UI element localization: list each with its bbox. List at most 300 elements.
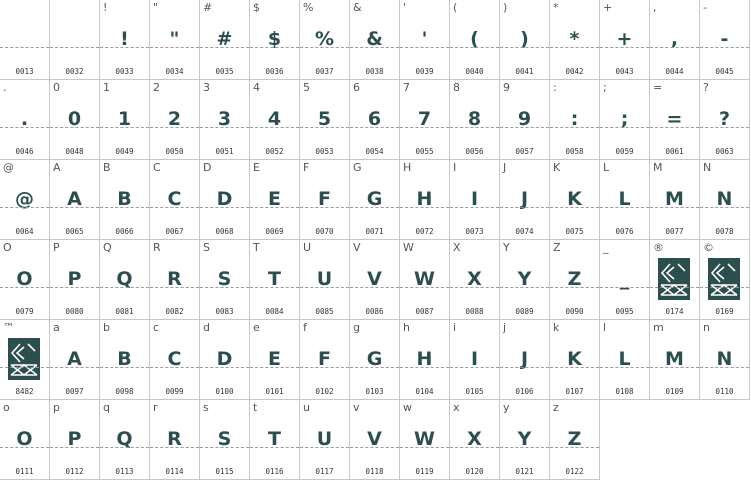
glyph-preview: U — [316, 428, 333, 450]
cell-label: C — [153, 161, 161, 174]
baseline-divider — [350, 367, 399, 368]
cell-label: x — [453, 401, 460, 414]
char-code: 0069 — [265, 227, 284, 236]
glyph-preview: R — [167, 268, 182, 290]
glyph-preview: F — [318, 188, 331, 210]
char-code: 0052 — [265, 147, 284, 156]
baseline-divider — [350, 47, 399, 48]
cell-label: n — [703, 321, 710, 334]
char-code: 0013 — [15, 67, 34, 76]
cell-label: Z — [553, 241, 561, 254]
cell-label: 9 — [503, 81, 510, 94]
glyph-cell — [550, 320, 600, 400]
baseline-divider — [200, 127, 249, 128]
char-code: 0118 — [365, 467, 384, 476]
char-code: 0055 — [415, 147, 434, 156]
baseline-divider — [300, 127, 349, 128]
glyph-cell — [150, 320, 200, 400]
glyph-preview: I — [470, 188, 479, 210]
baseline-divider — [550, 207, 599, 208]
cell-label: E — [253, 161, 260, 174]
char-code: 0040 — [465, 67, 484, 76]
glyph-cell — [300, 400, 350, 480]
glyph-cell — [450, 240, 500, 320]
cell-label: p — [53, 401, 60, 414]
cell-label: t — [253, 401, 258, 414]
baseline-divider — [650, 207, 699, 208]
char-code: 0107 — [565, 387, 584, 396]
glyph-preview: G — [366, 188, 383, 210]
baseline-divider — [700, 367, 749, 368]
char-code: 0082 — [165, 307, 184, 316]
char-code: 0102 — [315, 387, 334, 396]
baseline-divider — [400, 207, 449, 208]
glyph-preview: : — [570, 108, 579, 130]
glyph-preview: H — [416, 348, 433, 370]
char-code: 0120 — [465, 467, 484, 476]
char-code: 0064 — [15, 227, 34, 236]
baseline-divider — [0, 447, 49, 448]
char-code: 0039 — [415, 67, 434, 76]
baseline-divider — [200, 447, 249, 448]
char-code: 0077 — [665, 227, 684, 236]
glyph-preview: W — [414, 428, 435, 450]
glyph-preview: R — [167, 428, 182, 450]
cell-label: m — [653, 321, 664, 334]
char-code: 0114 — [165, 467, 184, 476]
char-code: 0041 — [515, 67, 534, 76]
char-code: 0042 — [565, 67, 584, 76]
baseline-divider — [150, 47, 199, 48]
glyph-cell — [0, 80, 50, 160]
cell-label: 8 — [453, 81, 460, 94]
cell-label: 7 — [403, 81, 410, 94]
baseline-divider — [700, 287, 749, 288]
glyph-preview: I — [470, 348, 479, 370]
glyph-preview: 1 — [117, 108, 132, 130]
glyph-preview: U — [316, 268, 333, 290]
glyph-cell — [200, 160, 250, 240]
glyph-preview: % — [314, 28, 335, 50]
cell-label: a — [53, 321, 60, 334]
cell-label: ' — [403, 1, 407, 14]
cell-label: 1 — [103, 81, 110, 94]
glyph-cell — [150, 80, 200, 160]
baseline-divider — [100, 47, 149, 48]
glyph-cell — [250, 240, 300, 320]
glyph-preview: S — [217, 428, 232, 450]
glyph-preview: E — [268, 188, 281, 210]
baseline-divider — [0, 127, 49, 128]
char-code: 0058 — [565, 147, 584, 156]
glyph-preview: O — [16, 268, 33, 290]
glyph-cell — [500, 240, 550, 320]
char-code: 0109 — [665, 387, 684, 396]
baseline-divider — [450, 447, 499, 448]
char-code: 0033 — [115, 67, 134, 76]
baseline-divider — [150, 287, 199, 288]
baseline-divider — [0, 287, 49, 288]
glyph-cell — [300, 0, 350, 80]
cell-label: U — [303, 241, 312, 254]
glyph-preview: ( — [470, 28, 479, 50]
cell-label: ) — [503, 1, 508, 14]
char-code: 0095 — [615, 307, 634, 316]
cell-label: F — [303, 161, 310, 174]
cell-label: f — [303, 321, 307, 334]
glyph-preview: 2 — [167, 108, 182, 130]
glyph-cell — [300, 80, 350, 160]
cell-label: ( — [453, 1, 458, 14]
cell-label: j — [503, 321, 507, 334]
glyph-preview: = — [666, 108, 683, 130]
baseline-divider — [250, 367, 299, 368]
char-code: 0067 — [165, 227, 184, 236]
glyph-preview: E — [268, 348, 281, 370]
baseline-divider — [350, 207, 399, 208]
glyph-cell — [50, 160, 100, 240]
glyph-preview: J — [520, 348, 529, 370]
char-code: 0034 — [165, 67, 184, 76]
logo-glyph-icon — [658, 258, 690, 300]
glyph-preview: 6 — [367, 108, 382, 130]
baseline-divider — [450, 287, 499, 288]
baseline-divider — [100, 447, 149, 448]
char-code: 0089 — [515, 307, 534, 316]
baseline-divider — [300, 287, 349, 288]
char-code: 0032 — [65, 67, 84, 76]
glyph-cell — [250, 320, 300, 400]
baseline-divider — [0, 47, 49, 48]
glyph-cell — [100, 0, 150, 80]
glyph-cell — [450, 320, 500, 400]
baseline-divider — [350, 127, 399, 128]
baseline-divider — [150, 207, 199, 208]
baseline-divider — [550, 367, 599, 368]
glyph-cell — [600, 80, 650, 160]
cell-label: D — [203, 161, 212, 174]
baseline-divider — [250, 287, 299, 288]
glyph-cell — [200, 400, 250, 480]
cell-label: , — [653, 1, 657, 14]
char-code: 0103 — [365, 387, 384, 396]
glyph-preview: ) — [520, 28, 529, 50]
glyph-cell — [400, 400, 450, 480]
char-code: 0070 — [315, 227, 334, 236]
glyph-cell — [400, 240, 450, 320]
cell-label: & — [353, 1, 362, 14]
glyph-cell — [400, 320, 450, 400]
cell-label: © — [703, 241, 714, 254]
cell-label: J — [503, 161, 507, 174]
baseline-divider — [600, 47, 649, 48]
baseline-divider — [500, 207, 549, 208]
glyph-cell — [350, 0, 400, 80]
char-code: 0110 — [715, 387, 734, 396]
char-code: 0081 — [115, 307, 134, 316]
cell-label: k — [553, 321, 560, 334]
glyph-preview: V — [367, 268, 382, 290]
char-code: 8482 — [15, 387, 34, 396]
cell-label: P — [53, 241, 60, 254]
char-code: 0046 — [15, 147, 34, 156]
char-code: 0050 — [165, 147, 184, 156]
glyph-preview: 5 — [317, 108, 332, 130]
baseline-divider — [50, 287, 99, 288]
char-code: 0072 — [415, 227, 434, 236]
baseline-divider — [100, 367, 149, 368]
cell-label: l — [603, 321, 607, 334]
cell-label: A — [53, 161, 61, 174]
char-code: 0085 — [315, 307, 334, 316]
char-code: 0100 — [215, 387, 234, 396]
char-code: 0084 — [265, 307, 284, 316]
baseline-divider — [550, 127, 599, 128]
baseline-divider — [500, 47, 549, 48]
glyph-cell — [100, 240, 150, 320]
baseline-divider — [250, 447, 299, 448]
glyph-cell — [150, 160, 200, 240]
baseline-divider — [0, 207, 49, 208]
glyph-cell — [300, 240, 350, 320]
baseline-divider — [500, 367, 549, 368]
glyph-preview: Z — [567, 428, 582, 450]
char-code: 0066 — [115, 227, 134, 236]
cell-label: - — [703, 1, 707, 14]
glyph-preview: A — [67, 348, 82, 370]
glyph-cell — [0, 400, 50, 480]
char-code: 0043 — [615, 67, 634, 76]
char-code: 0090 — [565, 307, 584, 316]
baseline-divider — [450, 127, 499, 128]
char-code: 0113 — [115, 467, 134, 476]
char-code: 0036 — [265, 67, 284, 76]
cell-label: : — [553, 81, 557, 94]
glyph-preview: O — [16, 428, 33, 450]
cell-label: ® — [653, 241, 664, 254]
glyph-cell — [500, 400, 550, 480]
baseline-divider — [550, 47, 599, 48]
glyph-preview: 4 — [267, 108, 282, 130]
cell-label: 2 — [153, 81, 160, 94]
baseline-divider — [200, 287, 249, 288]
cell-label: + — [603, 1, 613, 14]
glyph-cell — [0, 240, 50, 320]
cell-label: * — [553, 1, 559, 14]
cell-label: u — [303, 401, 310, 414]
char-code: 0075 — [565, 227, 584, 236]
glyph-cell — [550, 80, 600, 160]
glyph-preview: P — [67, 428, 82, 450]
char-code: 0051 — [215, 147, 234, 156]
glyph-preview: " — [169, 28, 180, 50]
glyph-cell — [400, 80, 450, 160]
glyph-cell — [450, 80, 500, 160]
glyph-cell — [350, 320, 400, 400]
cell-label: % — [303, 1, 314, 14]
glyph-preview: F — [318, 348, 331, 370]
baseline-divider — [150, 367, 199, 368]
glyph-preview: B — [117, 348, 132, 370]
glyph-preview: Z — [567, 268, 582, 290]
glyph-cell — [450, 160, 500, 240]
baseline-divider — [700, 127, 749, 128]
char-code: 0104 — [415, 387, 434, 396]
cell-label: K — [553, 161, 561, 174]
char-code: 0117 — [315, 467, 334, 476]
char-code: 0038 — [365, 67, 384, 76]
glyph-preview: . — [20, 108, 29, 130]
glyph-cell — [150, 240, 200, 320]
glyph-preview: 9 — [517, 108, 532, 130]
baseline-divider — [250, 47, 299, 48]
cell-label: H — [403, 161, 412, 174]
cell-label: h — [403, 321, 410, 334]
glyph-cell — [50, 240, 100, 320]
cell-label: i — [453, 321, 457, 334]
cell-label: v — [353, 401, 360, 414]
cell-label: G — [353, 161, 362, 174]
cell-label: L — [603, 161, 610, 174]
char-code: 0044 — [665, 67, 684, 76]
baseline-divider — [450, 207, 499, 208]
char-code: 0115 — [215, 467, 234, 476]
cell-label: z — [553, 401, 559, 414]
cell-label: o — [3, 401, 10, 414]
glyph-cell — [550, 400, 600, 480]
glyph-cell — [250, 160, 300, 240]
baseline-divider — [600, 127, 649, 128]
glyph-cell — [450, 0, 500, 80]
baseline-divider — [500, 287, 549, 288]
cell-label: 4 — [253, 81, 260, 94]
char-code: 0112 — [65, 467, 84, 476]
glyph-preview: T — [268, 428, 281, 450]
baseline-divider — [400, 367, 449, 368]
logo-glyph-icon — [708, 258, 740, 300]
glyph-preview: L — [618, 188, 631, 210]
char-code: 0087 — [415, 307, 434, 316]
glyph-cell — [50, 80, 100, 160]
cell-label: = — [653, 81, 663, 94]
baseline-divider — [50, 207, 99, 208]
char-code: 0076 — [615, 227, 634, 236]
glyph-cell — [600, 320, 650, 400]
cell-label: 3 — [203, 81, 210, 94]
cell-label: 0 — [53, 81, 60, 94]
glyph-cell — [450, 400, 500, 480]
cell-label: @ — [3, 161, 14, 174]
glyph-cell — [200, 240, 250, 320]
cell-label: M — [653, 161, 663, 174]
baseline-divider — [550, 287, 599, 288]
baseline-divider — [700, 47, 749, 48]
baseline-divider — [700, 207, 749, 208]
glyph-cell — [550, 0, 600, 80]
cell-label: s — [203, 401, 209, 414]
glyph-preview: # — [216, 28, 233, 50]
glyph-preview: $ — [267, 28, 282, 50]
glyph-cell — [500, 0, 550, 80]
glyph-preview: _ — [619, 268, 630, 290]
cell-label: S — [203, 241, 210, 254]
glyph-cell — [700, 0, 750, 80]
cell-label: V — [353, 241, 361, 254]
baseline-divider — [100, 127, 149, 128]
baseline-divider — [650, 47, 699, 48]
char-code: 0048 — [65, 147, 84, 156]
glyph-preview: K — [567, 188, 582, 210]
char-code: 0059 — [615, 147, 634, 156]
cell-label: c — [153, 321, 160, 334]
glyph-preview: N — [716, 348, 733, 370]
cell-label: d — [203, 321, 210, 334]
glyph-preview: 3 — [217, 108, 232, 130]
baseline-divider — [600, 367, 649, 368]
char-code: 0079 — [15, 307, 34, 316]
glyph-preview: N — [716, 188, 733, 210]
cell-label: # — [203, 1, 213, 14]
baseline-divider — [400, 447, 449, 448]
glyph-cell — [350, 80, 400, 160]
logo-glyph — [708, 258, 740, 300]
char-code: 0101 — [265, 387, 284, 396]
cell-label: W — [403, 241, 414, 254]
baseline-divider — [400, 47, 449, 48]
glyph-cell — [300, 320, 350, 400]
glyph-cell — [550, 240, 600, 320]
glyph-preview: D — [216, 188, 233, 210]
baseline-divider — [50, 367, 99, 368]
glyph-preview: Y — [517, 428, 532, 450]
glyph-preview: ' — [421, 28, 428, 50]
char-code: 0054 — [365, 147, 384, 156]
baseline-divider — [650, 127, 699, 128]
char-code: 0122 — [565, 467, 584, 476]
cell-label: y — [503, 401, 510, 414]
glyph-cell — [700, 80, 750, 160]
glyph-cell — [200, 320, 250, 400]
baseline-divider — [550, 447, 599, 448]
char-code: 0105 — [465, 387, 484, 396]
baseline-divider — [200, 47, 249, 48]
glyph-preview: M — [665, 188, 684, 210]
char-code: 0097 — [65, 387, 84, 396]
glyph-preview: A — [67, 188, 82, 210]
glyph-cell — [650, 80, 700, 160]
baseline-divider — [500, 127, 549, 128]
baseline-divider — [150, 447, 199, 448]
cell-label: e — [253, 321, 260, 334]
baseline-divider — [200, 367, 249, 368]
glyph-preview: W — [414, 268, 435, 290]
baseline-divider — [450, 367, 499, 368]
glyph-cell — [400, 160, 450, 240]
baseline-divider — [400, 287, 449, 288]
baseline-divider — [400, 127, 449, 128]
char-code: 0086 — [365, 307, 384, 316]
glyph-cell — [600, 160, 650, 240]
char-code: 0099 — [165, 387, 184, 396]
glyph-preview: ; — [620, 108, 629, 130]
glyph-preview: 8 — [467, 108, 482, 130]
cell-label: w — [403, 401, 412, 414]
cell-label: _ — [603, 241, 609, 254]
cell-label: r — [153, 401, 158, 414]
baseline-divider — [50, 47, 99, 48]
cell-label: I — [453, 161, 457, 174]
cell-label: g — [353, 321, 360, 334]
